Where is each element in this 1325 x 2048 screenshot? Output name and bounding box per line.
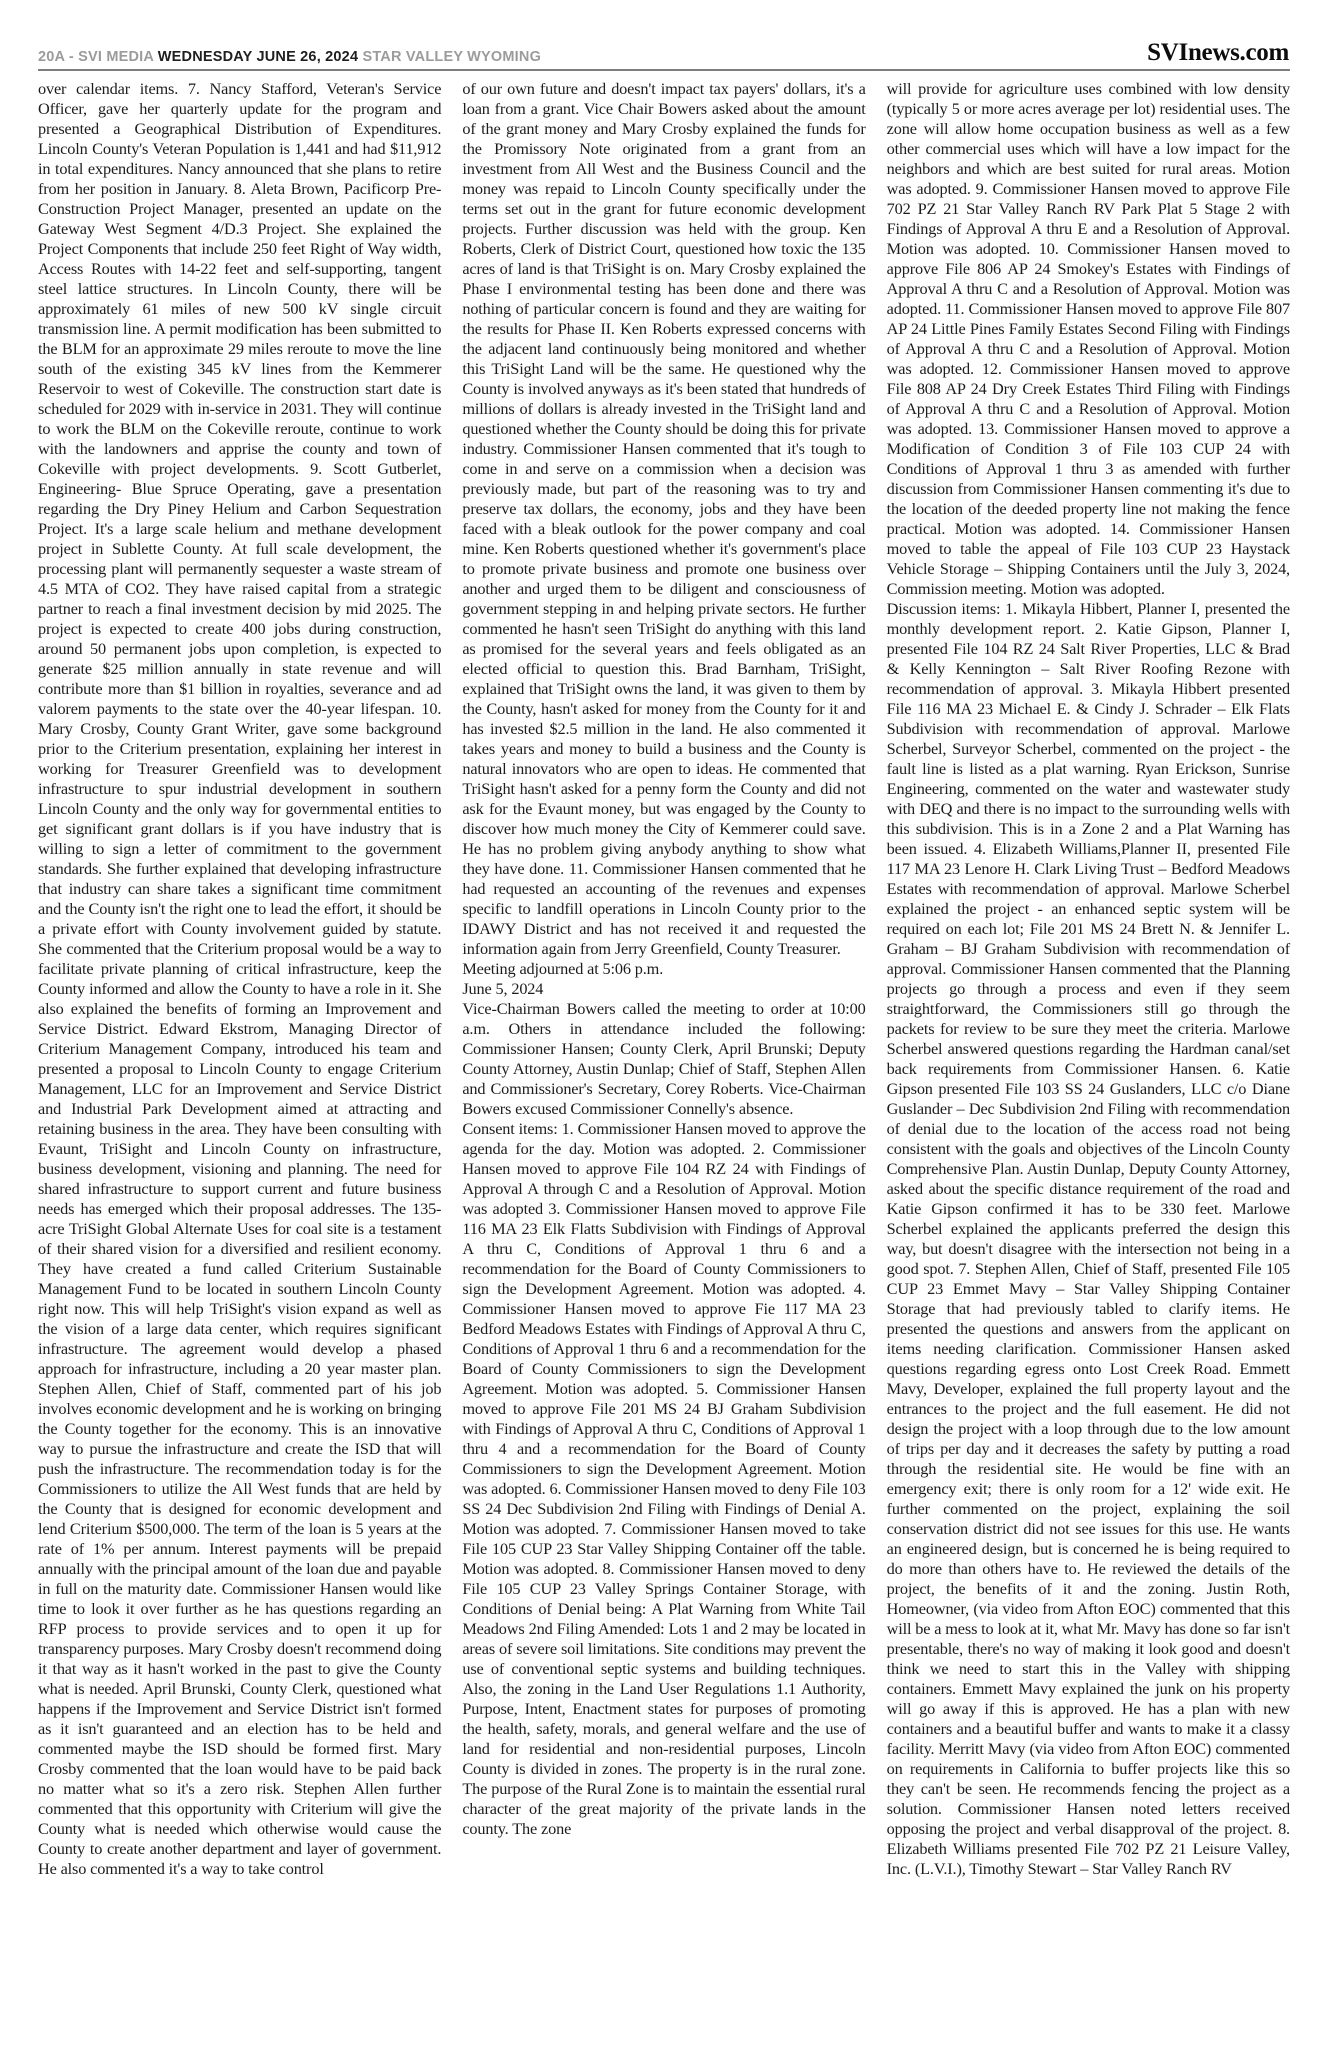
discussion-items-paragraph: Discussion items: 1. Mikayla Hibbert, Planner I, presented the monthly development report. 2. Katie Gipson, Planner I, presented File 104 RZ 24 Salt River Properties, LLC & Brad & Kelly Kennington – Salt River Roofing Rezone with recommendation of approval. 3. Mikayla Hibbert presented File 116 MA 23 Michael E. & Cindy J. Schrader – Elk Flats Subdivision with recommendation of approval. Marlowe Scherbel, Surveyor Scherbel, commented on the project - the fault line is listed as a plat warning. Ryan Erickson, Sunrise Engineering, commented on the water and wastewater study with DEQ and there is no impact to the surrounding wells with this subdivision. This is in a Zone 2 and a Plat Warning has been issued. 4. Elizabeth Williams,Planner II, presented File 117 MA 23 Lenore H. Clark Living Trust – Bedford Meadows Estates with recommendation of approval. Marlowe Scherbel explained the project - an enhanced septic system will be required on each lot; File 201 MS 24 Brett N. & Jennifer L. Graham – BJ Graham Subdivision with recommendation of approval. Commissioner Hansen commented that the Planning projects go through a process and even if they seem straightforward, the Commissioners still go through the packets for review to be sure they meet the criteria. Marlowe Scherbel answered questions regarding the Hardman canal/set back requirements from Commissioner Hansen. 6. Katie Gipson presented File 103 SS 24 Guslanders, LLC c/o Diane Guslander – Dec Subdivision 2nd Filing with recommendation of denial due to the location of the access road not being consistent with the goals and objectives of the Lincoln County Comprehensive Plan. Austin Dunlap, Deputy County Attorney, asked about the specific distance requirement of the road and Katie Gipson confirmed it has to be 330 feet. Marlowe Scherbel explained the applicants preferred the design this way, but doesn't disagree with the intersection not being in a good spot. 7. Stephen Allen, Chief of Staff, presented File 105 CUP 23 Emmet Mavy – Star Valley Shipping Container Storage that had previously tabled to clarify items. He presented the questions and answers from the applicant on items needing clarification. Commissioner Hansen asked questions regarding egress onto Lost Creek Road. Emmett Mavy, Developer, explained the full property layout and the entrances to the project and the full easement. He did not design the project with a loop through due to the low amount of trips per day and it decreases the safety by putting a road through the residential site. He would be fine with an emergency exit; there is only room for a 12' wide exit. He further commented on the project, explaining the soil conservation district did not see issues for this use. He wants an engineered design, but is concerned he is being required to do more than others have to. He reviewed the details of the project, the benefits of it and the zoning. Justin Roth, Homeowner, (via video from Afton EOC) commented that this will be a mess to look at it, what Mr. Mavy has done so far isn't presentable, there's no way of making it look good and doesn't think we need to start this in the Valley with shipping containers. Emmett Mavy explained the junk on his property will go away if this is approved. He has a plan with new containers and a beautiful buffer and wants to make it a classy facility. Merritt Mavy (via video from Afton EOC) commented on requirements in California to buffer projects like this so they can't be seen. He recommends fencing the project as a solution. Commissioner Hansen noted letters received opposing the project and verbal disapproval of the project. 8. Elizabeth Williams presented File 702 PZ 21 Leisure Valley, Inc. (L.V.I.), Timothy Stewart – Star Valley Ranch RV [886, 599, 1290, 1878]
meeting-date-line: June 5, 2024 [462, 979, 544, 998]
article-column-3 [887, 79, 1290, 1879]
location-label: STAR VALLEY WYOMING [362, 49, 542, 65]
article-paragraph: over calendar items. 7. Nancy Stafford, Veteran's Service Officer, gave her quarterly update for the program and presented a Geographical Distribution of Expenditures. Lincoln County's Veteran Population is 1,441 and had $11,912 in total expenditures. Nancy announced that she plans to retire from her position in January. 8. Aleta Brown, Pacificorp Pre-Construction Project Manager, presented an update on the Gateway West Segment 4/D.3 Project. She explained the Project Components that include 250 feet Right of Way width, Access Routes with 14-22 feet and self-supporting, tangent steel lattice structures. In Lincoln County, there will be approximately 61 miles of new 500 kV single circuit transmission line. A permit modification has been submitted to the BLM for an approximate 29 miles reroute to move the line south of the existing 345 kV lines from the Kemmerer Reservoir to west of Cokeville. The construction start date is scheduled for 2029 with in-service in 2031. They will continue to work the BLM on the Cokeville reroute, continue to work with the landowners and apprise the county and town of Cokeville with project developments. 9. Scott Gutberlet, Engineering- Blue Spruce Operating, gave a presentation regarding the Dry Piney Helium and Carbon Sequestration Project. It's a large scale helium and methane development project in Sublette County. At full scale development, the processing plant will permanently sequester a waste stream of 4.5 MTA of CO2. They have raised capital from a strategic partner to reach a final investment decision by mid 2025. The project is expected to create 400 jobs during construction, around 50 permanent jobs upon completion, is expected to generate $25 million annually in state revenue and will contribute more than $1 billion in royalties, severance and ad valorem payments to the state over the 40-year lifespan. 10. Mary Crosby, County Grant Writer, gave some background prior to the Criterium presentation, explaining her interest in working for Treasurer Greenfield was to development infrastructure to spur industrial development in southern Lincoln County and the only way for governmental entities to get significant grant dollars is if you have industry that is willing to sign a letter of commitment to the government standards. She further explained that developing infrastructure that industry can share takes a significant time commitment and the County isn't the right one to lead the effort, it should be a private effort with County involvement guided by statute. She commented that the Criterium proposal would be a way to facilitate private planning of critical infrastructure, keep the County informed and allow the County to have a role in it. She also explained the benefits of forming an Improvement and Service District. Edward Ekstrom, Managing Director of Criterium Management Company, introduced his team and presented a proposal to Lincoln County to engage Criterium Management, LLC for an Improvement and Service District and Industrial Park Development aimed at attracting and retaining business in the area. They have been consulting with Evaunt, TriSight and Lincoln County on infrastructure, business development, visioning and planning. The need for shared infrastructure to support current and future business needs has emerged which their proposal addresses. The 135-acre TriSight Global Alternate Uses for coal site is a testament of their shared vision for a diversified and resilient economy. They have created a fund called Criterium Sustainable Management Fund to be located in southern Lincoln County right now. This will help TriSight's vision expand as well as the vision of a large data center, which requires significant infrastructure. The agreement would develop a phased approach for infrastructure, including a 20 year master plan. Stephen Allen, Chief of Staff, commented part of his job involves economic development and he is working on bringing the County together for the economy. This is an innovative way to pursue the infrastructure and create the ISD that will push the infrastructure. The recommendation today is for the Commissioners to utilize the All West funds that are held by the County that is designed for economic development and lend Criterium $500,000. The term of the loan is 5 years at the rate of 1% per annum. Interest payments will be prepaid annually with the principal amount of the loan due and payable in full on the maturity date. Commissioner Hansen would like time to look it over further as he has questions regarding an RFP process to provide services and to open it up for transparency purposes. Mary Crosby doesn't recommend doing it that way as it hasn't worked in the past to give the County what is needed. April Brunski, County Clerk, questioned what happens if the Improvement and Service District isn't formed as it isn't guaranteed and an election has to be held and commented maybe the ISD should be formed first. Mary Crosby commented that the loan would have to be paid back no matter what so it's a zero risk. Stephen Allen further commented that this opportunity with Criterium will give the County what is needed which otherwise would cause the County to create another department and layer of government. He also commented it's a way to take control [38, 79, 442, 1878]
site-masthead: SVInews.com [1147, 39, 1289, 66]
article-paragraph: will provide for agriculture uses combined with low density (typically 5 or more acres average per lot) residential uses. The zone will allow home occupation business as well as a few other commercial uses which will have a low impact for the neighbors and which are best suited for rural areas. Motion was adopted. 9. Commissioner Hansen moved to approve File 702 PZ 21 Star Valley Ranch RV Park Plat 5 Stage 2 with Findings of Approval A thru E and a Resolution of Approval. Motion was adopted. 10. Commissioner Hansen moved to approve File 806 AP 24 Smokey's Estates with Findings of Approval A thru C and a Resolution of Approval. Motion was adopted. 11. Commissioner Hansen moved to approve File 807 AP 24 Little Pines Family Estates Second Filing with Findings of Approval A thru C and a Resolution of Approval. Motion was adopted. 12. Commissioner Hansen moved to approve File 808 AP 24 Dry Creek Estates Third Filing with Findings of Approval A thru C and a Resolution of Approval. Motion was adopted. 13. Commissioner Hansen moved to approve a Modification of Condition 3 of File 103 CUP 24 with Conditions of Approval 1 thru 3 as amended with further discussion from Commissioner Hansen commenting it's due to the location of the deeded property line not making the fence practical. Motion was adopted. 14. Commissioner Hansen moved to table the appeal of File 103 CUP 23 Haystack Vehicle Storage – Shipping Containers until the July 3, 2024, Commission meeting. Motion was adopted. [886, 79, 1290, 598]
page-header [0, 0, 1325, 69]
date-label: WEDNESDAY JUNE 26, 2024 [157, 49, 359, 65]
article-paragraph: of our own future and doesn't impact tax payers' dollars, it's a loan from a grant. Vice Chair Bowers asked about the amount of the grant money and Mary Crosby explained the funds for the Promissory Note originated from a grant from an investment from All West and the Business Council and the money was repaid to Lincoln County specifically under the terms set out in the grant for future economic development projects. Further discussion was held with the group. Ken Roberts, Clerk of District Court, questioned how toxic the 135 acres of land is that TriSight is on. Mary Crosby explained the Phase I environmental testing has been done and there was nothing of particular concern is found and they are waiting for the results for Phase II. Ken Roberts expressed concerns with the adjacent land continuously being monitored and whether this TriSight Land will be the same. He questioned why the County is involved anyways as it's been stated that hundreds of millions of dollars is already invested in the TriSight land and questioned whether the County should be doing this for private industry. Commissioner Hansen commented that it's tough to come in and serve on a commission when a decision was previously made, but part of the reasoning was to try and preserve tax dollars, the economy, jobs and they have been faced with a bleak outlook for the power company and coal mine. Ken Roberts questioned whether it's government's place to promote private business and promote one business over another and urged them to be diligent and consciousness of government stepping in and helping private sectors. He further commented he hasn't seen TriSight do anything with this land as promised for the several years and feels obligated as an elected official to question this. Brad Barnham, TriSight, explained that TriSight owns the land, it was given to them by the County, hasn't asked for money from the County for it and has invested $2.5 million in the land. He also commented it takes years and money to build a business and the County is natural innovators who are open to ideas. He commented that TriSight hasn't asked for a penny form the County and did not ask for the Evaunt money, but was engaged by the County to discover how much money the City of Kemmerer could save. He has no problem giving anybody anything to show what they have done. 11. Commissioner Hansen commented that he had requested an accounting of the revenues and expenses specific to landfill operations in Lincoln County prior to the IDAWY District and has not received it and requested the information again from Jerry Greenfield, County Treasurer. [462, 79, 866, 958]
article-paragraph: Vice-Chairman Bowers called the meeting to order at 10:00 a.m. Others in attendance included the following: Commissioner Hansen; County Clerk, April Brunski; Deputy County Attorney, Austin Dunlap; Chief of Staff, Stephen Allen and Commissioner's Secretary, Corey Roberts. Vice-Chairman Bowers excused Commissioner Connelly's absence. [462, 999, 866, 1118]
article-column-1 [38, 79, 441, 1879]
consent-items-paragraph: Consent items: 1. Commissioner Hansen moved to approve the agenda for the day. Motion was adopted. 2. Commissioner Hansen moved to approve File 104 RZ 24 with Findings of Approval A through C and a Resolution of Approval. Motion was adopted 3. Commissioner Hansen moved to approve File 116 MA 23 Elk Flatts Subdivision with Findings of Approval A thru C, Conditions of Approval 1 thru 6 and a recommendation for the Board of County Commissioners to sign the Development Agreement. Motion was adopted. 4. Commissioner Hansen moved to approve Fie 117 MA 23 Bedford Meadows Estates with Findings of Approval A thru C, Conditions of Approval 1 thru 6 and a recommendation for the Board of County Commissioners to sign the Development Agreement. Motion was adopted. 5. Commissioner Hansen moved to approve File 201 MS 24 BJ Graham Subdivision with Findings of Approval A thru C, Conditions of Approval 1 thru 4 and a recommendation for the Board of County Commissioners to sign the Development Agreement. Motion was adopted. 6. Commissioner Hansen moved to deny File 103 SS 24 Dec Subdivision 2nd Filing with Findings of Denial A. Motion was adopted. 7. Commissioner Hansen moved to take File 105 CUP 23 Star Valley Shipping Container off the table. Motion was adopted. 8. Commissioner Hansen moved to deny File 105 CUP 23 Valley Springs Container Storage, with Conditions of Denial being: A Plat Warning from White Tail Meadows 2nd Filing Amended: Lots 1 and 2 may be located in areas of severe soil limitations. Site conditions may prevent the use of conventional septic systems and building techniques. Also, the zoning in the Land User Regulations 1.1 Authority, Purpose, Intent, Enactment states for purposes of promoting the health, safety, morals, and general welfare and the use of land for residential and non-residential purposes, Lincoln County is divided in zones. The property is in the rural zone. The purpose of the Rural Zone is to maintain the essential rural character of the great majority of the private lands in the county. The zone [462, 1119, 866, 1838]
header-left [38, 49, 541, 65]
article-column-2 [462, 79, 865, 1879]
meeting-adjourned-line: Meeting adjourned at 5:06 p.m. [462, 959, 664, 978]
article-columns [0, 71, 1325, 1879]
page-label: 20A - SVI MEDIA [38, 49, 154, 65]
